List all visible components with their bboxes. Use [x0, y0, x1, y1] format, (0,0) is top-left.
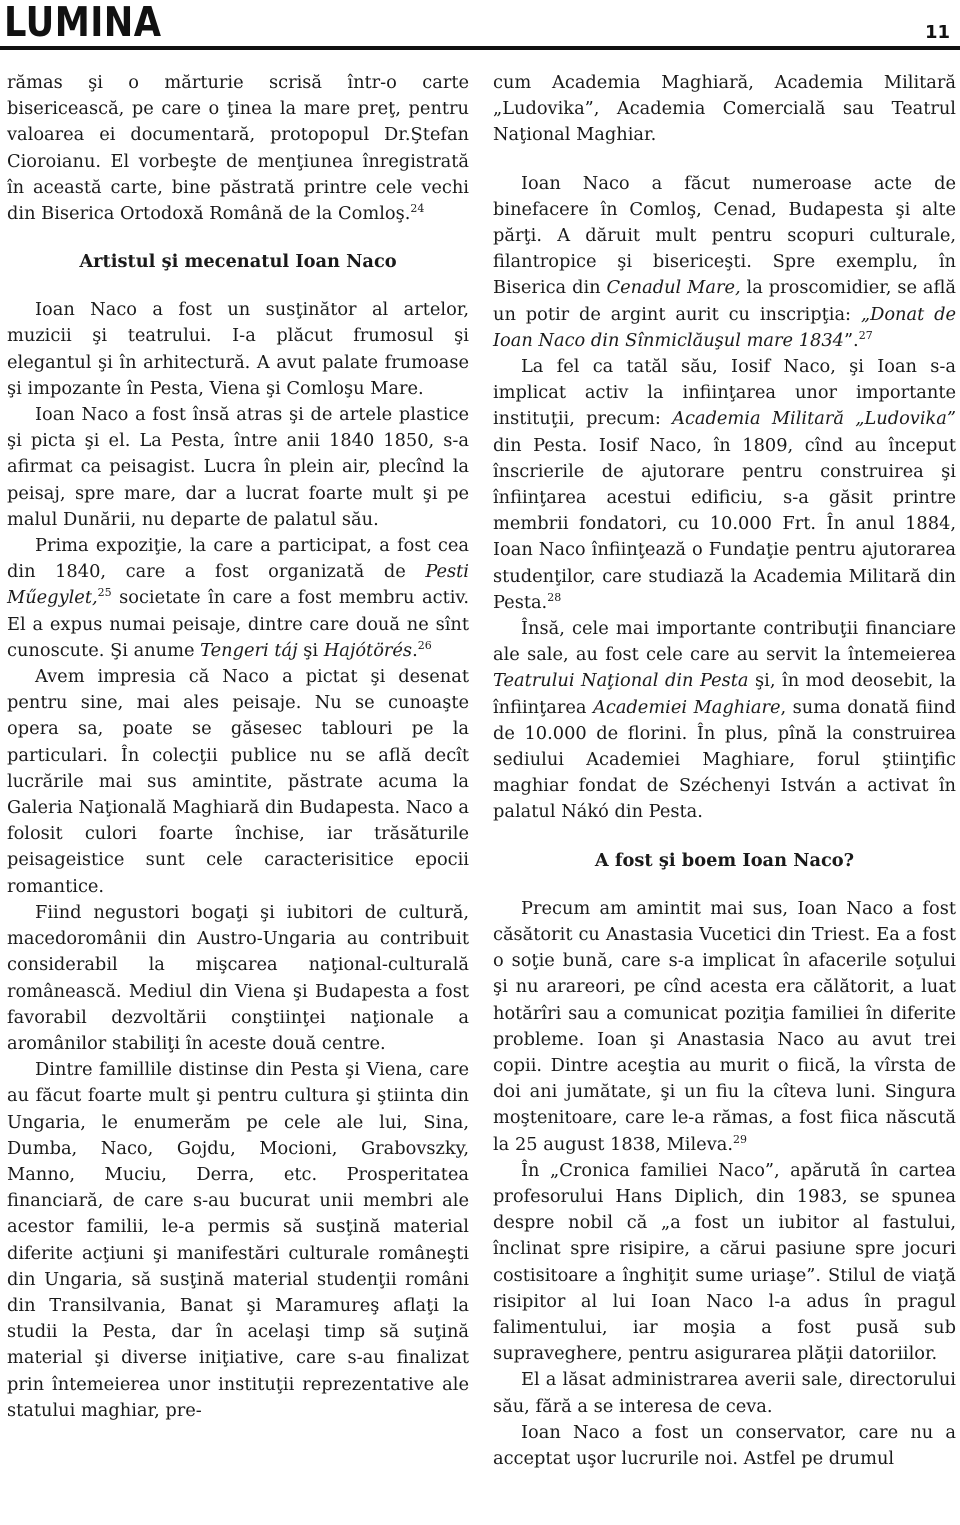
paragraph: Avem impresia că Naco a pictat şi desenat pentru sine, mai ales peisaje. Nu se cunoaşte opera sa, poate se găsesec tablouri pe la particulari. În colecţii publice nu se află decît lucrările mai sus amintite, păstrate acuma la Galeria Naţională Maghiară din Budapesta. Naco a folosit culori foarte închise, iar trăsăturile peisageistice sunt cele caracterisitice epocii romantice.: [7, 666, 469, 897]
paragraph: [7, 533, 469, 664]
paragraph-text: şi: [297, 639, 324, 661]
paragraph-text: Însă, cele mai importante contribuţii financiare ale sale, au fost cele care au servit la întemeierea: [493, 618, 956, 666]
footnote-ref: 26: [417, 638, 432, 652]
paragraph: Fiind negustori bogaţi şi iubitori de cultură, macedoromânii din Austro-Ungaria au contribuit considerabil la mişcarea naţional-culturală românească. Mediul din Viena şi Budapesta a fost favorabil dezvoltării conştiinţei naţionale a aromânilor stabiliţi în aceste două centre.: [7, 901, 469, 1054]
italic-title: Pesti Műegylet,: [7, 561, 469, 609]
page-number: 11: [924, 22, 950, 43]
paragraph-text: Precum am amintit mai sus, Ioan Naco a fost căsătorit cu Anastasia Vucetici din Triest. Ea a fost o soţie bună, care s-a implicat în afacerile soţului şi nu arareori, pe cînd acesta era călătorit, a luat hotărîri sau a comunicat poziţia familiei în diferite probleme. Ioan şi Anastasia Naco au avut trei copii. Dintre aceştia au murit o fiică, la vîrsta de doi ani jumătate, şi un fiu la cîteva luni. Singura moştenitoare, care le-a rămas, a fost fiica născută la 25 august 1838, Mileva.: [493, 897, 956, 1155]
footnote-ref: 24: [410, 202, 425, 216]
italic-title: Tengeri táj: [200, 639, 298, 661]
paragraph-text: .: [412, 639, 418, 661]
paragraph: [493, 171, 956, 354]
paragraph: Dintre famillile distinse din Pesta şi Viena, care au făcut foarte mult şi pentru cultura şi ştiinta din Ungaria, le enumerăm pe cele ale lui, Sina, Dumba, Naco, Gojdu, Mocioni, Grabovszky, Manno, Muciu, Derra, etc. Prosperitatea financiară, de care s-au bucurat unii membri ale acestor familii, le-a permis să susţină material diferite acţiuni şi manifestări culturale româneşti din Ungaria, să susţină material studenţii români din Transilvania, Banat şi Maramureş aflaţi la studii la Pesta, dar în acelaşi timp să suţină material şi diverse iniţiative, care s-au finalizat prin întemeierea unor instituţii reprezentative ale statului maghiar, pre-: [7, 1059, 469, 1421]
italic-name: Academiei Maghiare: [593, 696, 781, 718]
paragraph-text: Ioan Naco a făcut numeroase acte de binefacere în Comloş, Cenad, Budapesta şi alte părţi. A dăruit mult pentru scopuri culturale, filantropice şi bisericeşti. Spre exemplu, în Biserica din: [493, 172, 956, 299]
paragraph: Ioan Naco a fost un susţinător al artelor, muzicii şi teatrului. I-a plăcut frumosul şi elegantul şi în arhitectură. A avut palate frumoase şi impozante în Pesta, Viena şi Comloşu Mare.: [7, 299, 469, 399]
paragraph: cum Academia Maghiară, Academia Militară „Ludovika”, Academia Comercială sau Teatrul Naţional Maghiar.: [493, 72, 956, 146]
paragraph-text: ”.: [843, 329, 859, 351]
page-header: [0, 0, 960, 55]
header-rule: [0, 46, 960, 50]
footnote-ref: 29: [733, 1132, 747, 1146]
paragraph: Ioan Naco a fost însă atras şi de artele plastice şi picta şi el. La Pesta, între anii 1840 1850, s-a afirmat ca peisagist. Lucra în plein air, plecînd la peisaj, spre mare, dar a lucrat foarte mult şi pe malul Dunării, nu departe de palatul său.: [7, 404, 469, 530]
paragraph: Ioan Naco a fost un conservator, care nu a acceptat uşor lucrurile noi. Astfel pe drumul: [493, 1421, 956, 1469]
paragraph: [7, 70, 469, 227]
italic-title: Hajótörés: [323, 639, 413, 661]
footnote-ref: 25: [97, 586, 112, 600]
footnote-ref: 27: [858, 328, 873, 342]
paragraph: [493, 616, 956, 826]
section-heading: Artistul şi mecenatul Ioan Naco: [79, 251, 397, 273]
paragraph-text: rămas şi o mărturie scrisă într-o carte bisericească, pe care o ţinea la mare preţ, pentru valoarea ei documentară, protopopul Dr.Ştefan Cioroianu. El vorbeşte de menţiunea înregistrată în această carte, bine păstrată printre cele vechi din Biserica Ortodoxă Română de la Comloş.: [7, 72, 469, 225]
section-heading: A fost şi boem Ioan Naco?: [594, 849, 855, 871]
masthead-title: LUMINA: [4, 0, 162, 46]
footnote-ref: 28: [547, 590, 562, 604]
italic-name: Cenadul Mare,: [606, 277, 741, 299]
paragraph-text: din Pesta. Iosif Naco, în 1809, cînd au început înscrierile de ajutorare pentru construirea şi înfiinţarea acestui edificiu, s-a găsit printre membrii fondatori, cu 10.000 Frt. În anul 1884, Ioan Naco înfiinţează o Fundaţie pentru ajutorarea studenţilor, care studiază la Academia Militară din Pesta.: [493, 434, 956, 613]
paragraph-text: la proscomidier, se află un potir de argint aurit cu inscripţia:: [493, 277, 956, 325]
paragraph-text: şi, în mod deosebit, la înfiinţarea: [493, 670, 957, 718]
paragraph-text: , suma donată fiind de 10.000 de florini. În plus, pînă la construirea sediului Academiei Maghiare, forul ştiinţific maghiar fondat de Széchenyi István a activat în palatul Nákó din Pesta.: [493, 696, 956, 823]
italic-inscription: „Donat de Ioan Naco din Sînmiclăuşul mare 1834: [493, 303, 956, 351]
paragraph-text: Prima expoziţie, la care a participat, a fost cea din 1840, care a fost organizată de: [7, 535, 469, 583]
left-column: [7, 70, 469, 1424]
paragraph: [493, 354, 956, 616]
paragraph: El a lăsat administrarea averii sale, directorului său, fără a se interesa de ceva.: [493, 1369, 956, 1417]
right-column: [493, 70, 956, 1472]
paragraph: În „Cronica familiei Naco”, apărută în cartea profesorului Hans Diplich, din 1983, se spunea despre nobil că „a fost un iubitor al fastului, înclinat spre risipire, a cărui pasiune spre jocuri costisitoare a înghiţit sume uriaşe”. Stilul de viaţă risipitor al lui Ioan Naco l-a adus în pragul falimentului, iar moşia a fost pusă sub supraveghere, pentru asigurarea plăţii datoriilor.: [493, 1159, 956, 1365]
paragraph-text: societate în care a fost membru activ. El a expus numai peisaje, dintre care două ne sînt cunoscute. Şi anume: [7, 587, 469, 661]
paragraph: [493, 896, 956, 1158]
italic-name: Academia Militară „Ludovika”: [672, 408, 956, 430]
paragraph-text: La fel ca tatăl său, Iosif Naco, şi Ioan s-a implicat activ la infiinţarea unor importante instituţii, precum:: [493, 356, 956, 430]
italic-name: Teatrului Naţional din Pesta: [493, 670, 749, 692]
